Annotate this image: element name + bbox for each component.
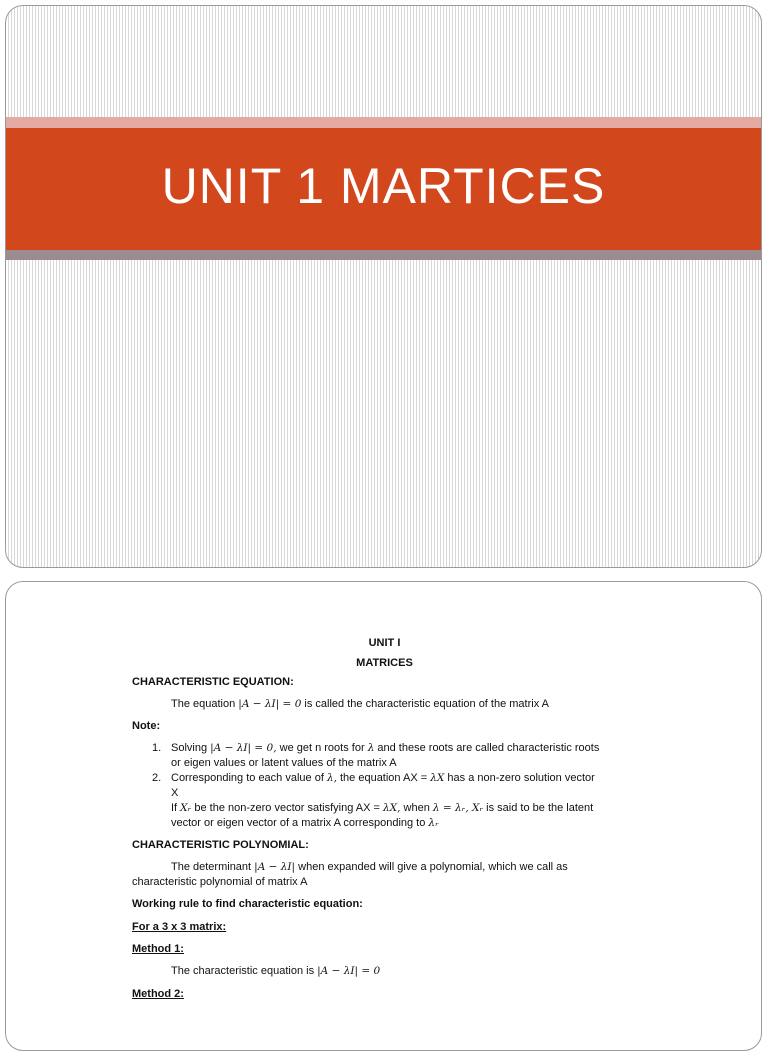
note2-line1: Corresponding to each value of λ, the equation AX = λX has a non-zero solution vector (171, 772, 595, 784)
working-rule-heading: Working rule to find characteristic equation: (132, 898, 363, 910)
heading-unit: UNIT I (368, 637, 401, 649)
char-poly-heading: CHARACTERISTIC POLYNOMIAL: (132, 839, 309, 851)
char-eq-text: The equation |A − λI| = 0 is called the characteristic equation of the matrix A (171, 698, 549, 710)
note1-number: 1. (152, 742, 162, 754)
pink-accent-band (6, 117, 761, 128)
title-band (6, 128, 761, 250)
heading-matrices: MATRICES (356, 657, 413, 669)
document-page (6, 582, 762, 1051)
note2-line4: vector or eigen vector of a matrix A corresponding to λᵣ (171, 817, 439, 829)
note2-line3: If Xᵣ be the non-zero vector satisfying AX = λX, when λ = λᵣ, Xᵣ is said to be the latent (171, 802, 594, 814)
gray-accent-band (6, 250, 761, 260)
note1-line2: or eigen values or latent values of the matrix A (171, 757, 397, 769)
title-slide (5, 5, 762, 568)
note1-line1: Solving |A − λI| = 0, we get n roots for λ and these roots are called characteristic roots (171, 742, 600, 754)
char-eq-heading: CHARACTERISTIC EQUATION: (132, 676, 294, 688)
char-poly-line2: characteristic polynomial of matrix A (132, 876, 308, 888)
for-3x3-heading: For a 3 x 3 matrix: (132, 921, 227, 933)
note-heading: Note: (132, 720, 161, 732)
document-slide (5, 581, 762, 1051)
char-poly-line1: The determinant |A − λI| when expanded will give a polynomial, which we call as (171, 861, 568, 873)
slide-title: UNIT 1 MARTICES (161, 158, 606, 214)
method2-heading: Method 2: (132, 988, 184, 1000)
method1-text: The characteristic equation is |A − λI| = 0 (171, 965, 381, 977)
method1-heading: Method 1: (132, 943, 184, 955)
note2-line2: X (171, 787, 179, 799)
note2-number: 2. (152, 772, 162, 784)
